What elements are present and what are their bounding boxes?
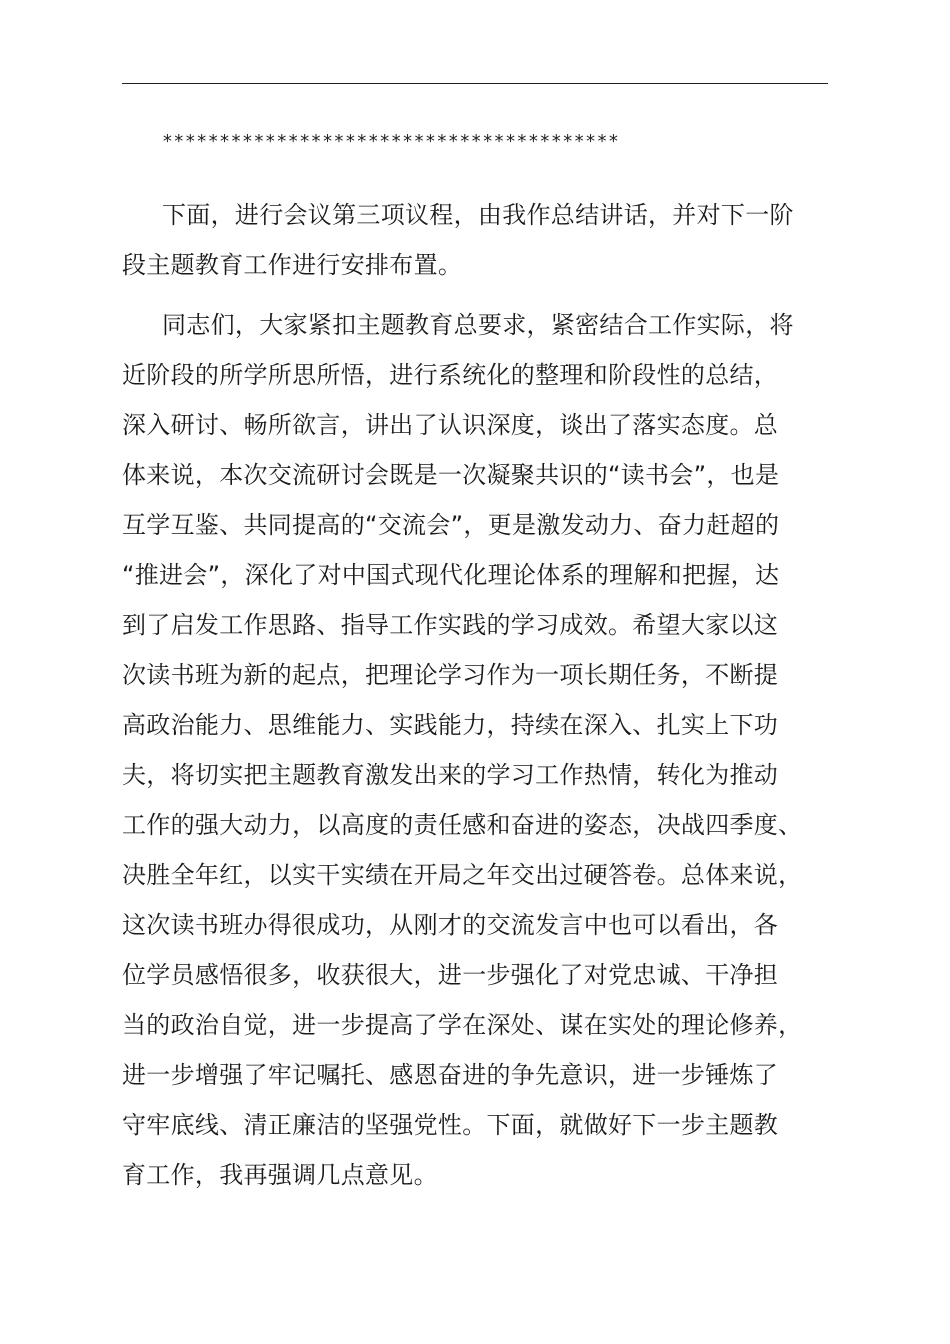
text-line: 次读书班为新的起点，把理论学习作为一项长期任务，不断提 [122,661,779,689]
text-line: 高政治能力、思维能力、实践能力，持续在深入、扎实上下功 [122,711,779,739]
text-line: 守牢底线、清正廉洁的坚强党性。下面，就做好下一步主题教 [122,1111,779,1139]
text-line: 决胜全年红，以实干实绩在开局之年交出过硬答卷。总体来说， [122,861,803,889]
text-line: 育工作，我再强调几点意见。 [122,1161,438,1189]
paragraph [122,190,834,290]
text-line: 下面，进行会议第三项议程，由我作总结讲话，并对下一阶 [162,201,794,229]
text-line: 进一步增强了牢记嘱托、感恩奋进的争先意识，进一步锤炼了 [122,1061,779,1089]
text-line: 同志们，大家紧扣主题教育总要求，紧密结合工作实际，将 [162,311,794,339]
text-line: 位学员感悟很多，收获很大，进一步强化了对党忠诚、干净担 [122,961,779,989]
text-line: 工作的强大动力，以高度的责任感和奋进的姿态，决战四季度、 [122,811,803,839]
text-line: 互学互鉴、共同提高的“交流会”，更是激发动力、奋力赶超的 [122,511,780,539]
text-line: 夫，将切实把主题教育激发出来的学习工作热情，转化为推动 [122,761,779,789]
text-line: 到了启发工作思路、指导工作实践的学习成效。希望大家以这 [122,611,779,639]
text-line: 段主题教育工作进行安排布置。 [122,251,463,279]
paragraph [122,300,834,1200]
text-line: 近阶段的所学所思所悟，进行系统化的整理和阶段性的总结， [122,361,779,389]
text-line: 深入研讨、畅所欲言，讲出了认识深度，谈出了落实态度。总 [122,411,779,439]
asterisk-separator: **************************************** [162,131,620,152]
text-line: 当的政治自觉，进一步提高了学在深处、谋在实处的理论修养， [122,1011,803,1039]
text-line: 体来说，本次交流研讨会既是一次凝聚共识的“读书会”，也是 [122,461,780,489]
text-line: “推进会”，深化了对中国式现代化理论体系的理解和把握，达 [122,561,780,589]
document-body [122,190,834,1210]
header-rule [122,83,828,84]
text-line: 这次读书班办得很成功，从刚才的交流发言中也可以看出，各 [122,911,779,939]
